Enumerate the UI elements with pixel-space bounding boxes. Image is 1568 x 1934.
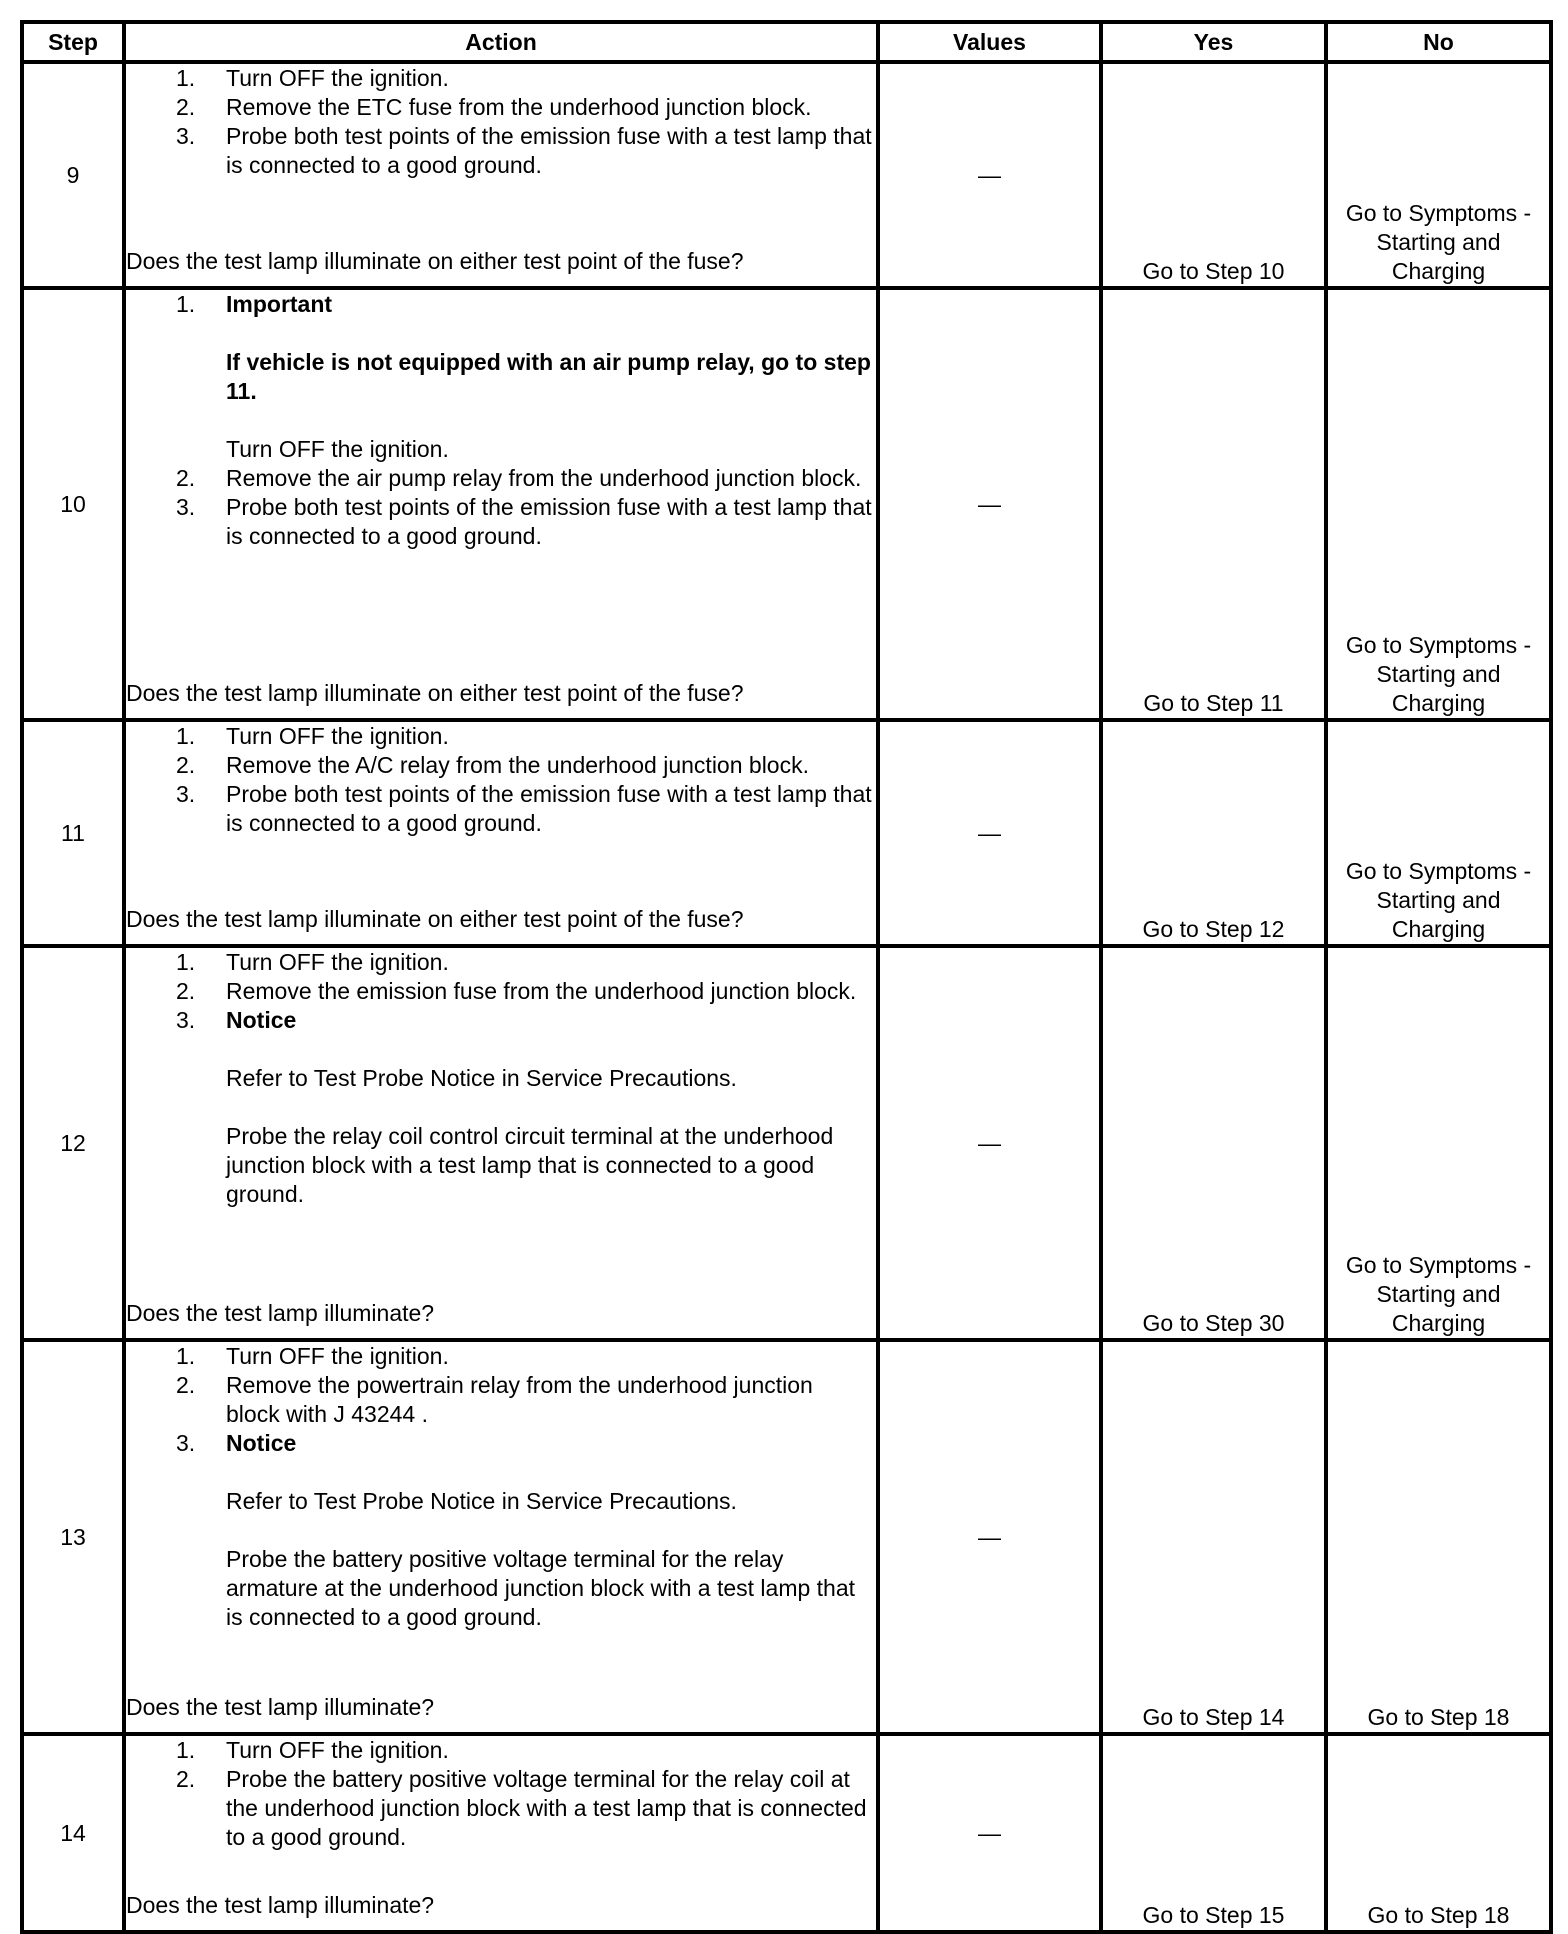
no-cell: Go to Symptoms - Starting and Charging <box>1326 62 1551 288</box>
step-number: 13 <box>22 1340 124 1734</box>
step-number: 12 <box>22 946 124 1340</box>
table-row <box>22 946 1551 1340</box>
list-item: 1. Turn OFF the ignition. <box>176 1343 449 1369</box>
yes-cell: Go to Step 30 <box>1101 946 1326 1340</box>
list-item: 1. Turn OFF the ignition. <box>176 949 449 975</box>
notice-text: Refer to Test Probe Notice in Service Precautions. <box>226 1065 737 1091</box>
table-row <box>22 288 1551 720</box>
important-label: Important <box>226 291 333 317</box>
header-step: Step <box>22 22 124 62</box>
step-text: Probe the battery positive voltage terminal for the relay armature at the underhood junction block with a test lamp that is connected to a good ground. <box>226 1546 856 1630</box>
list-item: 2. Probe the battery positive voltage terminal for the relay coil at the underhood junction block with a test lamp that is connected to a good ground. <box>176 1766 867 1850</box>
action-question: Does the test lamp illuminate on either test point of the fuse? <box>126 906 744 932</box>
header-action: Action <box>124 22 878 62</box>
action-list <box>126 290 876 551</box>
list-item: 3. Notice Refer to Test Probe Notice in Service Precautions. Probe the relay coil control circuit terminal at the underhood junction block with a test lamp that is connected to a good ground. <box>126 1006 876 1209</box>
yes-cell: Go to Step 10 <box>1101 62 1326 288</box>
values-cell: — <box>878 946 1101 1340</box>
yes-cell: Go to Step 11 <box>1101 288 1326 720</box>
table-row <box>22 62 1551 288</box>
list-item: 2. Remove the powertrain relay from the underhood junction block with J 43244 . <box>176 1372 813 1427</box>
list-item: 1. Turn OFF the ignition. <box>176 65 449 91</box>
table-row <box>22 720 1551 946</box>
important-text: If vehicle is not equipped with an air pump relay, go to step 11. <box>226 349 871 404</box>
list-item: 2. Remove the ETC fuse from the underhood junction block. <box>176 94 812 120</box>
action-list <box>126 1736 876 1852</box>
action-cell <box>124 288 878 720</box>
action-question: Does the test lamp illuminate on either test point of the fuse? <box>126 680 744 706</box>
action-question: Does the test lamp illuminate? <box>126 1300 435 1326</box>
table-row <box>22 1340 1551 1734</box>
values-cell: — <box>878 288 1101 720</box>
values-cell: — <box>878 1734 1101 1932</box>
no-cell: Go to Symptoms - Starting and Charging <box>1326 946 1551 1340</box>
step-text: Turn OFF the ignition. <box>226 436 449 462</box>
header-row <box>22 22 1551 62</box>
no-cell: Go to Step 18 <box>1326 1340 1551 1734</box>
yes-cell: Go to Step 14 <box>1101 1340 1326 1734</box>
values-cell: — <box>878 62 1101 288</box>
action-question: Does the test lamp illuminate? <box>126 1892 435 1918</box>
action-cell <box>124 720 878 946</box>
list-item: 2. Remove the emission fuse from the underhood junction block. <box>176 978 857 1004</box>
values-cell: — <box>878 720 1101 946</box>
list-item: 2. Remove the air pump relay from the underhood junction block. <box>176 465 862 491</box>
diagnostic-table <box>20 20 1553 1934</box>
step-number: 10 <box>22 288 124 720</box>
action-question: Does the test lamp illuminate on either test point of the fuse? <box>126 248 744 274</box>
step-number: 9 <box>22 62 124 288</box>
list-item: 1. Important If vehicle is not equipped with an air pump relay, go to step 11. Turn OFF the ignition. <box>176 291 871 462</box>
no-cell: Go to Symptoms - Starting and Charging <box>1326 288 1551 720</box>
notice-label: Notice <box>226 1430 297 1456</box>
list-item: 2. Remove the A/C relay from the underhood junction block. <box>176 752 809 778</box>
header-yes: Yes <box>1101 22 1326 62</box>
list-item: 3. Notice Refer to Test Probe Notice in Service Precautions. Probe the battery positive voltage terminal for the relay armature at the underhood junction block with a test lamp that is connected to a good ground. <box>126 1429 876 1632</box>
notice-text: Refer to Test Probe Notice in Service Precautions. <box>226 1488 737 1514</box>
list-item: 1. Turn OFF the ignition. <box>176 723 449 749</box>
no-cell: Go to Symptoms - Starting and Charging <box>1326 720 1551 946</box>
step-number: 11 <box>22 720 124 946</box>
yes-cell: Go to Step 15 <box>1101 1734 1326 1932</box>
table-row <box>22 1734 1551 1932</box>
action-list <box>126 64 876 180</box>
values-cell: — <box>878 1340 1101 1734</box>
header-no: No <box>1326 22 1551 62</box>
list-item: 3. Probe both test points of the emission fuse with a test lamp that is connected to a good ground. <box>176 494 872 549</box>
action-cell <box>124 946 878 1340</box>
action-question: Does the test lamp illuminate? <box>126 1694 435 1720</box>
list-item: 1. Turn OFF the ignition. <box>176 1737 449 1763</box>
step-number: 14 <box>22 1734 124 1932</box>
action-list <box>126 948 876 1209</box>
header-values: Values <box>878 22 1101 62</box>
yes-cell: Go to Step 12 <box>1101 720 1326 946</box>
no-cell: Go to Step 18 <box>1326 1734 1551 1932</box>
step-text: Probe the relay coil control circuit terminal at the underhood junction block with a test lamp that is connected to a good ground. <box>226 1123 834 1207</box>
action-cell <box>124 62 878 288</box>
action-list <box>126 1342 876 1632</box>
notice-label: Notice <box>226 1007 297 1033</box>
action-cell <box>124 1734 878 1932</box>
action-list <box>126 722 876 838</box>
list-item: 3. Probe both test points of the emission fuse with a test lamp that is connected to a good ground. <box>176 781 872 836</box>
action-cell <box>124 1340 878 1734</box>
list-item: 3. Probe both test points of the emission fuse with a test lamp that is connected to a good ground. <box>176 123 872 178</box>
